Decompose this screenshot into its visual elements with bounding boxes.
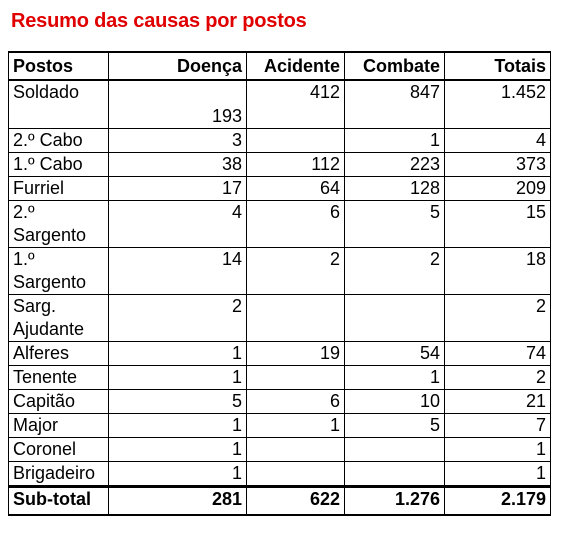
table-body [9, 80, 551, 515]
row-acidente: 6 [247, 389, 345, 413]
row-acidente [247, 437, 345, 461]
row-acidente: 112 [247, 152, 345, 176]
row-posto: Furriel [9, 176, 109, 200]
row-posto: 1.º Cabo [9, 152, 109, 176]
row-combate: 5 [345, 200, 445, 247]
row-posto: Major [9, 413, 109, 437]
row-posto: Sarg. Ajudante [9, 294, 109, 341]
row-doenca: 1 [109, 413, 247, 437]
row-posto: 2.º Sargento [9, 200, 109, 247]
row-totais: 2 [445, 294, 551, 341]
table-row [9, 413, 551, 437]
row-combate: 5 [345, 413, 445, 437]
row-totais: 4 [445, 128, 551, 152]
row-posto: Capitão [9, 389, 109, 413]
table-row [9, 461, 551, 486]
row-doenca: 3 [109, 128, 247, 152]
row-doenca: 2 [109, 294, 247, 341]
row-doenca: 1 [109, 341, 247, 365]
row-doenca: 1 [109, 461, 247, 486]
table-row [9, 437, 551, 461]
row-acidente: 2 [247, 247, 345, 294]
row-combate: 128 [345, 176, 445, 200]
row-posto: 1.º Sargento [9, 247, 109, 294]
subtotal-label: Sub-total [9, 486, 109, 515]
subtotal-combate: 1.276 [345, 486, 445, 515]
row-posto: Alferes [9, 341, 109, 365]
row-totais: 21 [445, 389, 551, 413]
table-row [9, 152, 551, 176]
header-combate: Combate [345, 52, 445, 80]
row-acidente [247, 294, 345, 341]
header-totais: Totais [445, 52, 551, 80]
table-header [9, 52, 551, 80]
table-row [9, 294, 551, 341]
row-acidente: 1 [247, 413, 345, 437]
header-postos: Postos [9, 52, 109, 80]
table-row [9, 80, 551, 128]
row-combate [345, 437, 445, 461]
row-totais: 1.452 [445, 80, 551, 128]
table-row [9, 247, 551, 294]
row-totais: 1 [445, 437, 551, 461]
row-acidente: 6 [247, 200, 345, 247]
row-totais: 373 [445, 152, 551, 176]
row-acidente: 64 [247, 176, 345, 200]
row-doenca: 14 [109, 247, 247, 294]
row-posto: Coronel [9, 437, 109, 461]
row-acidente [247, 128, 345, 152]
row-doenca: 4 [109, 200, 247, 247]
row-combate [345, 461, 445, 486]
table-row [9, 200, 551, 247]
row-totais: 15 [445, 200, 551, 247]
header-row [9, 52, 551, 80]
row-posto: Tenente [9, 365, 109, 389]
row-posto: Brigadeiro [9, 461, 109, 486]
row-combate: 1 [345, 128, 445, 152]
row-doenca: 1 [109, 437, 247, 461]
row-totais: 7 [445, 413, 551, 437]
row-combate: 1 [345, 365, 445, 389]
header-acidente: Acidente [247, 52, 345, 80]
table-row [9, 128, 551, 152]
row-totais: 74 [445, 341, 551, 365]
row-combate: 847 [345, 80, 445, 128]
row-totais: 1 [445, 461, 551, 486]
row-acidente: 412 [247, 80, 345, 128]
table-row [9, 341, 551, 365]
row-combate: 2 [345, 247, 445, 294]
row-totais: 209 [445, 176, 551, 200]
row-totais: 18 [445, 247, 551, 294]
row-doenca: 5 [109, 389, 247, 413]
subtotal-acidente: 622 [247, 486, 345, 515]
row-posto: Soldado [9, 80, 109, 128]
row-combate: 10 [345, 389, 445, 413]
subtotal-doenca: 281 [109, 486, 247, 515]
row-doenca: 193 [109, 80, 247, 128]
row-combate: 54 [345, 341, 445, 365]
row-acidente: 19 [247, 341, 345, 365]
row-doenca: 38 [109, 152, 247, 176]
summary-table [8, 51, 551, 516]
table-row [9, 365, 551, 389]
row-acidente [247, 365, 345, 389]
row-doenca: 17 [109, 176, 247, 200]
subtotal-totais: 2.179 [445, 486, 551, 515]
table-row [9, 176, 551, 200]
row-doenca: 1 [109, 365, 247, 389]
header-doenca: Doença [109, 52, 247, 80]
subtotal-row [9, 486, 551, 515]
row-combate: 223 [345, 152, 445, 176]
row-totais: 2 [445, 365, 551, 389]
row-acidente [247, 461, 345, 486]
row-combate [345, 294, 445, 341]
row-posto: 2.º Cabo [9, 128, 109, 152]
page-title: Resumo das causas por postos [11, 10, 307, 32]
table-row [9, 389, 551, 413]
